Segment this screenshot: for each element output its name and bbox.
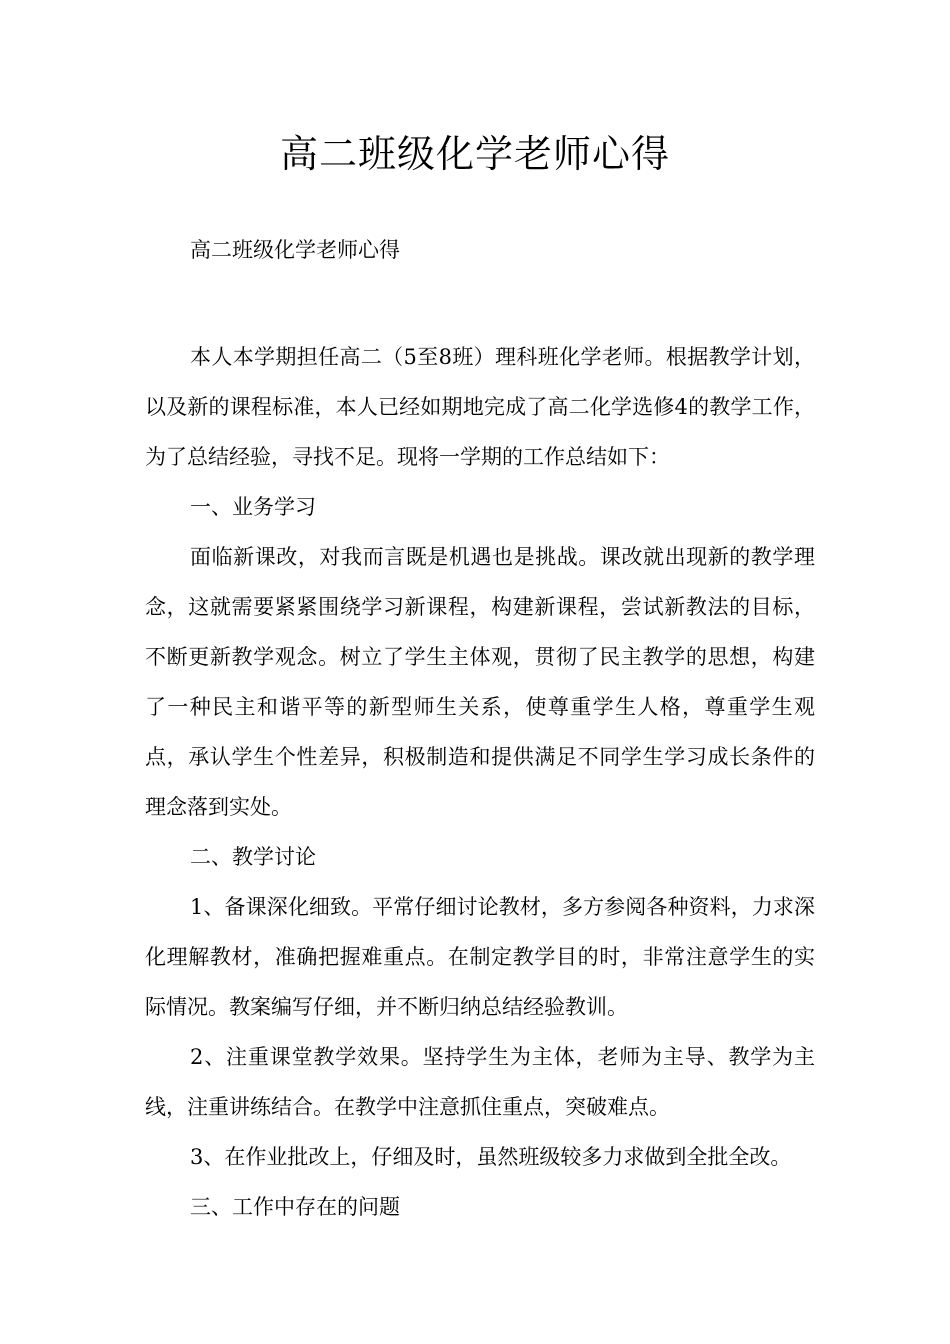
- paragraph-study: 面临新课改，对我而言既是机遇也是挑战。课改就出现新的教学理念，这就需要紧紧围绕学习新课程，构建新课程，尝试新教法的目标，不断更新教学观念。树立了学生主体观，贯彻了民主教学的思想，构建了一种民主和谐平等的新型师生关系，使尊重学生人格，尊重学生观点，承认学生个性差异，积极制造和提供满足不同学生学习成长条件的理念落到实处。: [145, 545, 815, 819]
- paragraph-intro: 本人本学期担任高二（5至8班）理科班化学老师。根据教学计划，以及新的课程标准，本人已经如期地完成了高二化学选修4的教学工作，为了总结经验，寻找不足。现将一学期的工作总结如下：: [145, 345, 815, 469]
- section-heading-problems: 三、工作中存在的问题: [190, 1195, 400, 1219]
- paragraph-teaching-3: 3、在作业批改上，仔细及时，虽然班级较多力求做到全批全改。: [190, 1145, 792, 1169]
- section-heading-study: 一、业务学习: [190, 495, 316, 519]
- section-heading-teaching: 二、教学讨论: [190, 845, 316, 869]
- document-subtitle: 高二班级化学老师心得: [190, 238, 400, 262]
- document-body: [145, 332, 815, 1232]
- paragraph-teaching-2: 2、注重课堂教学效果。坚持学生为主体，老师为主导、教学为主线，注重讲练结合。在教学中注意抓住重点，突破难点。: [145, 1045, 815, 1119]
- paragraph-teaching-1: 1、备课深化细致。平常仔细讨论教材，多方参阅各种资料，力求深化理解教材，准确把握难重点。在制定教学目的时，非常注意学生的实际情况。教案编写仔细，并不断归纳总结经验教训。: [145, 895, 815, 1019]
- document-title: 高二班级化学老师心得: [279, 132, 670, 176]
